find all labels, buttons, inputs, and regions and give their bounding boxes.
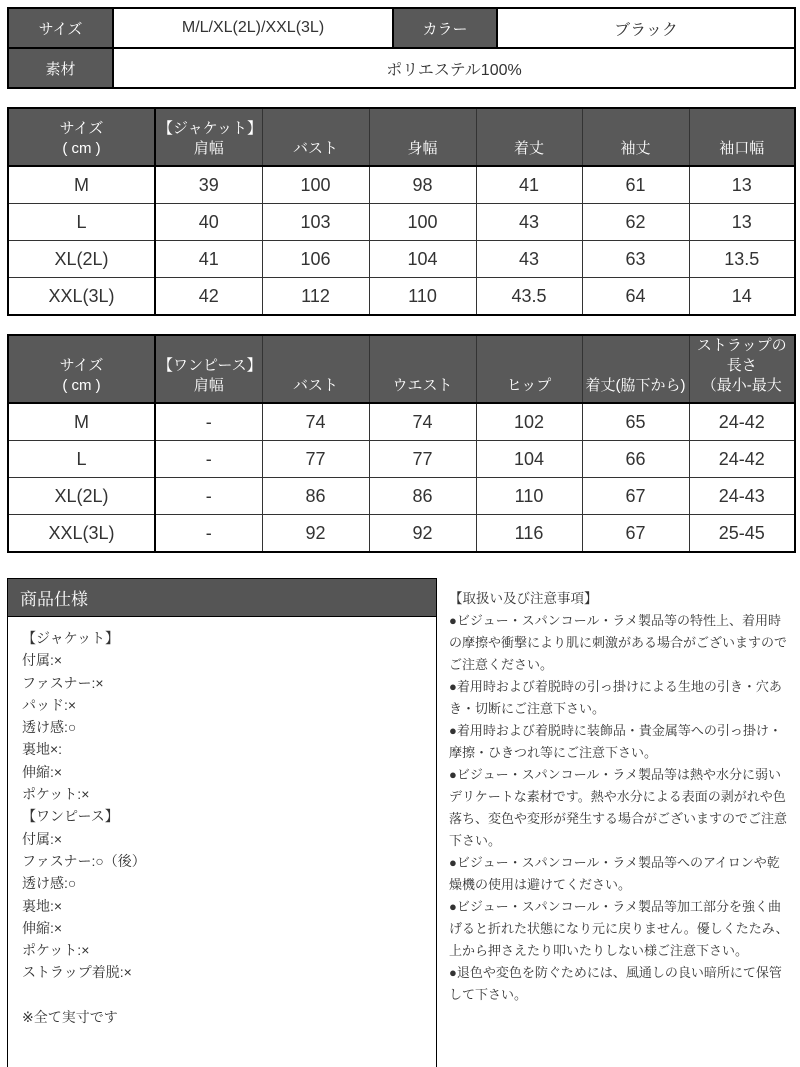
size-cell: L [8,204,155,241]
column-header [689,335,795,403]
measure-cell: 43 [476,204,582,241]
measure-cell: - [155,478,262,515]
column-header-line: 袖口幅 [719,140,765,157]
column-header [155,335,262,403]
column-header-line: ウエスト [392,377,453,394]
table-row [8,278,795,316]
note-item: ●ビジュー・スパンコール・ラメ製品等へのアイロンや乾燥機の使用は避けてください。 [449,855,780,892]
measure-cell: 61 [582,166,689,204]
spec-line: ポケット:× [22,942,90,959]
measure-cell: - [155,441,262,478]
note-item: ●退色や変色を防ぐためには、風通しの良い暗所にて保管して下さい。 [449,965,782,1002]
column-header-line: ( cm ) [62,377,101,394]
note-item: ●着用時および着脱時に装飾品・貴金属等への引っ掛け・摩擦・ひきつれ等にご注意下さい。 [449,723,782,760]
column-header-line: バスト [292,377,338,394]
column-header [582,108,689,166]
measure-cell: 63 [582,241,689,278]
size-label: サイズ [8,8,113,48]
measure-cell: 65 [582,403,689,441]
measure-cell: 77 [369,441,476,478]
measure-cell: 40 [155,204,262,241]
measure-cell: 116 [476,515,582,553]
measure-cell: 103 [262,204,369,241]
size-cell: XL(2L) [8,478,155,515]
spec-line: 付属:× [22,830,63,847]
column-header [8,335,155,403]
spec-line: ストラップ着脱:× [22,964,132,981]
column-header [476,108,582,166]
measure-cell: - [155,515,262,553]
color-label: カラー [393,8,497,48]
jacket-header-row [8,108,795,166]
spec-line: 付属:× [22,652,63,669]
column-header-line: ヒップ [506,377,552,394]
spec-line: 裏地:× [22,897,63,914]
size-cell: M [8,403,155,441]
measure-cell: 24-42 [689,441,795,478]
bottom-section [7,578,794,1067]
measure-cell: 92 [262,515,369,553]
measure-cell: - [155,403,262,441]
measure-cell: 112 [262,278,369,316]
measure-cell: 24-42 [689,403,795,441]
size-cell: XXL(3L) [8,515,155,553]
spec-line: 伸縮:× [22,763,63,780]
spec-line: 裏地×: [22,741,63,758]
table-row [8,241,795,278]
spec-line: ファスナー:○（後） [22,852,146,869]
measure-cell: 24-43 [689,478,795,515]
spec-line: ※全て実寸です [22,1009,118,1026]
measure-cell: 106 [262,241,369,278]
measure-cell: 64 [582,278,689,316]
column-header [689,108,795,166]
column-header-line: 着丈 [513,140,544,157]
table-row [8,478,795,515]
column-header-line: 【ジャケット】 [158,120,262,137]
note-item: ●ビジュー・スパンコール・ラメ製品等は熱や水分に弱いデリケートな素材です。熱や水分による表面の剥がれや色落ち、変色や変形が発生する場合がございますのでご注意下さい。 [449,767,788,848]
size-value: M/L/XL(2L)/XXL(3L) [113,8,393,48]
material-value: ポリエステル100% [113,48,795,88]
measure-cell: 43 [476,241,582,278]
info-row-size-color [8,8,795,48]
measure-cell: 110 [369,278,476,316]
column-header-line: 【ワンピース】 [158,357,262,374]
measure-cell: 100 [262,166,369,204]
measure-cell: 104 [476,441,582,478]
column-header-line: 身幅 [407,140,438,157]
size-cell: M [8,166,155,204]
column-header-line: ( cm ) [62,140,101,157]
column-header [369,108,476,166]
spec-line: 伸縮:× [22,919,63,936]
measure-cell: 102 [476,403,582,441]
spec-line: 透け感:○ [22,875,77,892]
column-header-line: 着丈(脇下から) [585,377,686,394]
measure-cell: 66 [582,441,689,478]
measure-cell: 100 [369,204,476,241]
column-header [8,108,155,166]
column-header [476,335,582,403]
spec-line: パッド:× [22,696,77,713]
column-header [262,108,369,166]
measure-cell: 25-45 [689,515,795,553]
measure-cell: 13 [689,204,795,241]
column-header-line: サイズ [59,357,104,374]
measure-cell: 74 [262,403,369,441]
column-header-line: ストラップの長さ [696,337,787,374]
measure-cell: 43.5 [476,278,582,316]
size-cell: XXL(3L) [8,278,155,316]
column-header-line: サイズ [59,120,104,137]
spec-line: 【ジャケット】 [22,630,120,646]
product-spec-body [8,617,436,1067]
jacket-size-table [7,107,796,316]
measure-cell: 110 [476,478,582,515]
measure-cell: 74 [369,403,476,441]
measure-cell: 14 [689,278,795,316]
measure-cell: 41 [476,166,582,204]
size-cell: L [8,441,155,478]
table-row [8,515,795,553]
measure-cell: 77 [262,441,369,478]
table-row [8,204,795,241]
measure-cell: 62 [582,204,689,241]
measure-cell: 92 [369,515,476,553]
table-row [8,441,795,478]
column-header-line: 肩幅 [193,140,224,157]
product-spec-title: 商品仕様 [8,579,436,617]
measure-cell: 98 [369,166,476,204]
product-spec-box [7,578,437,1067]
spec-line [22,984,422,1006]
color-value: ブラック [497,8,795,48]
column-header-line: 袖丈 [620,140,651,157]
material-label: 素材 [8,48,113,88]
spec-line: ファスナー:× [22,674,104,691]
column-header-line: 肩幅 [193,377,224,394]
note-item: ●ビジュー・スパンコール・ラメ製品等の特性上、着用時の摩擦や衝撃により肌に刺激がある場合がございますのでご注意ください。 [449,613,788,672]
info-table [7,7,796,89]
measure-cell: 86 [262,478,369,515]
note-item: ●ビジュー・スパンコール・ラメ製品等加工部分を強く曲げると折れた状態になり元に戻りません。優しくたたみ、上から押さえたり叩いたりしない様ご注意下さい。 [449,899,789,958]
dress-size-table [7,334,796,553]
handling-notes [437,578,794,1006]
note-item: ●着用時および着脱時の引っ掛けによる生地の引き・穴あき・切断にご注意下さい。 [449,679,782,716]
measure-cell: 86 [369,478,476,515]
measure-cell: 41 [155,241,262,278]
measure-cell: 67 [582,515,689,553]
column-header [262,335,369,403]
column-header [155,108,262,166]
spec-line: 【ワンピース】 [22,808,119,825]
spec-line: 透け感:○ [22,719,77,736]
info-row-material [8,48,795,88]
measure-cell: 13.5 [689,241,795,278]
measure-cell: 42 [155,278,262,316]
measure-cell: 67 [582,478,689,515]
measure-cell: 104 [369,241,476,278]
column-header-line: （最小-最大 [701,377,782,394]
spec-line: ポケット:× [22,786,90,803]
column-header [582,335,689,403]
dress-header-row [8,335,795,403]
table-row [8,166,795,204]
measure-cell: 39 [155,166,262,204]
column-header [369,335,476,403]
measure-cell: 13 [689,166,795,204]
size-cell: XL(2L) [8,241,155,278]
table-row [8,403,795,441]
handling-notes-title: 【取扱い及び注意事項】 [449,591,598,606]
column-header-line: バスト [292,140,338,157]
